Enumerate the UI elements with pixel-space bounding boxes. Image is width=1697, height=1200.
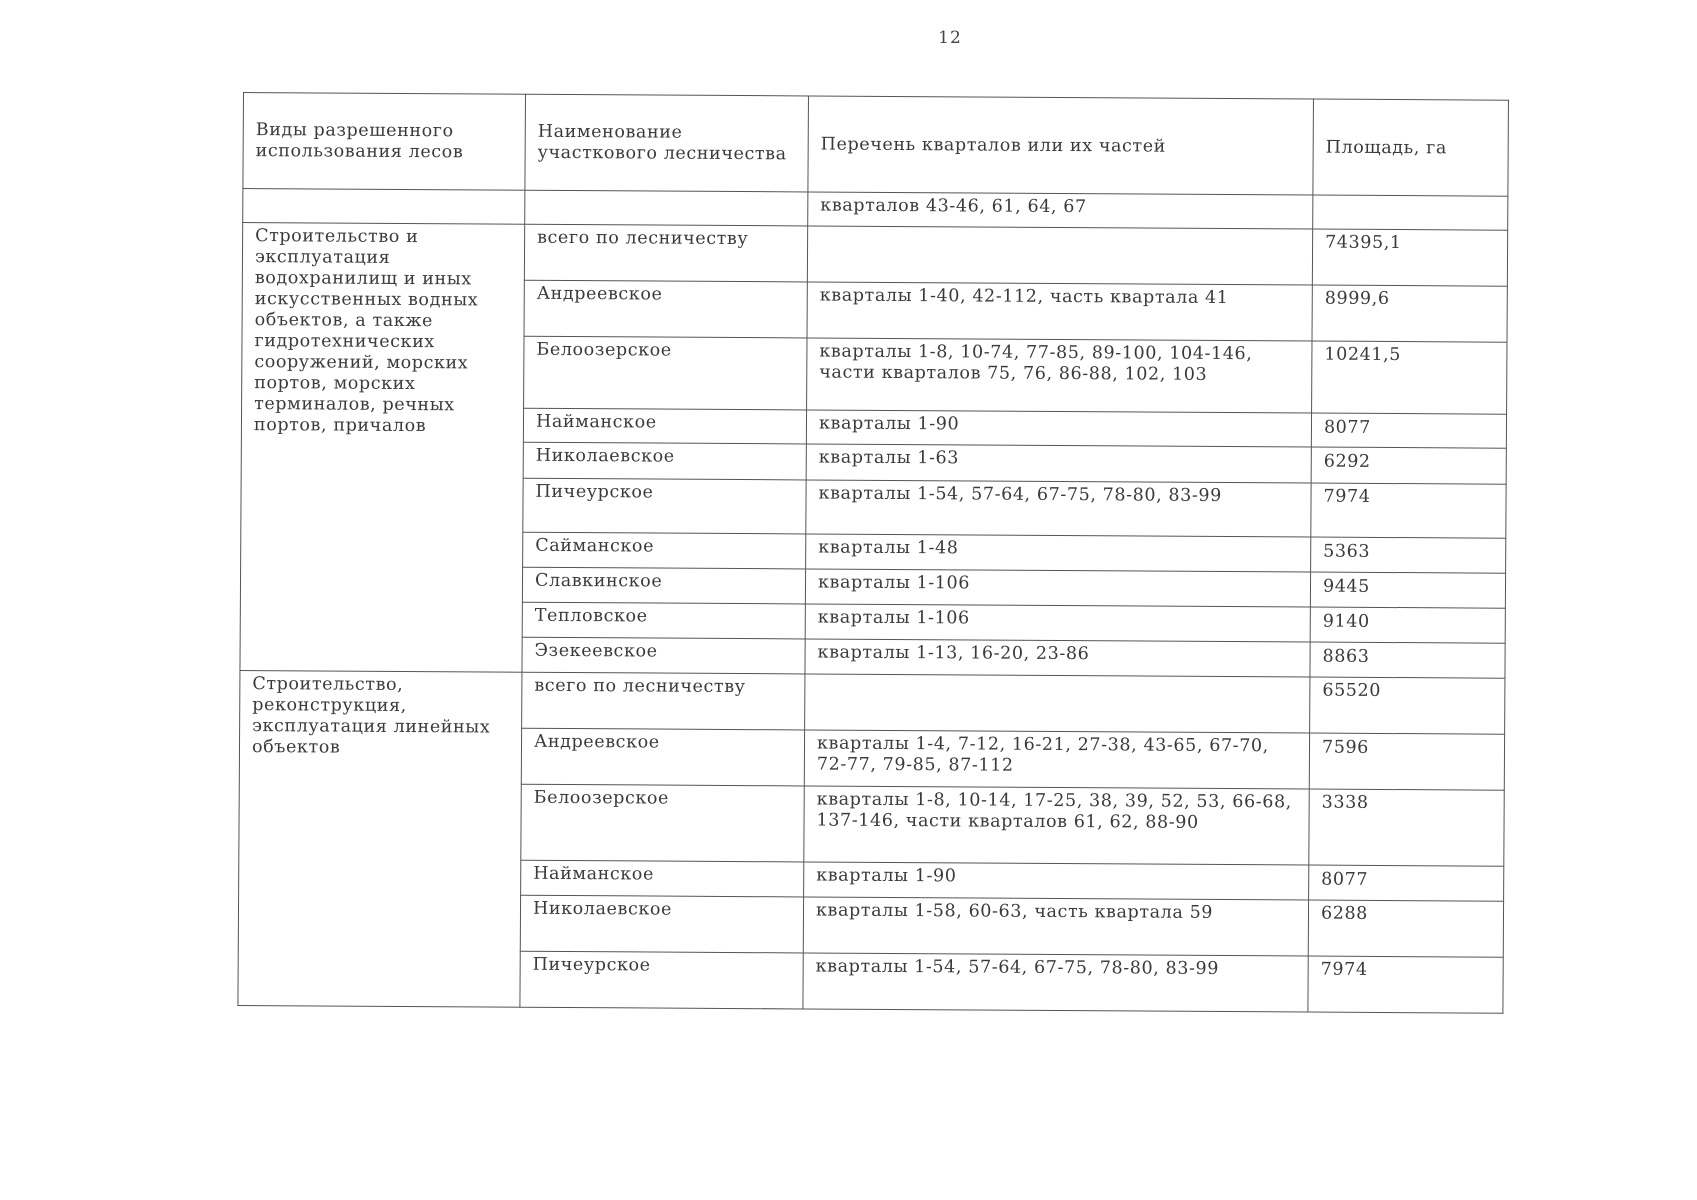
row-kvartaly: кварталы 1-8, 10-74, 77-85, 89-100, 104-146, части кварталов 75, 76, 86-88, 102, 103 <box>807 338 1312 413</box>
row-kvartaly: кварталы 1-13, 16-20, 23-86 <box>805 639 1310 677</box>
header-vid: Виды разрешенного использования лесов <box>243 93 526 191</box>
row-area: 3338 <box>1309 789 1504 866</box>
row-name: Андреевское <box>521 728 804 786</box>
carry-over-kvartaly: кварталов 43-46, 61, 64, 67 <box>808 192 1313 229</box>
row-area: 74395,1 <box>1312 229 1507 286</box>
table-row <box>240 670 1505 734</box>
row-name: Сайманское <box>523 532 806 569</box>
row-kvartaly <box>805 674 1310 733</box>
row-area: 5363 <box>1311 537 1506 573</box>
header-name: Наименование участкового лесничества <box>525 94 809 192</box>
row-kvartaly: кварталы 1-54, 57-64, 67-75, 78-80, 83-99 <box>806 480 1311 537</box>
table-sheet <box>237 92 1509 1014</box>
row-area: 6288 <box>1308 900 1503 957</box>
row-kvartaly: кварталы 1-4, 7-12, 16-21, 27-38, 43-65, 67-70, 72-77, 79-85, 87-112 <box>804 730 1309 789</box>
page-number: 12 <box>938 28 962 48</box>
row-area: 8863 <box>1310 642 1505 678</box>
row-area: 8077 <box>1309 865 1504 901</box>
row-kvartaly <box>807 226 1312 285</box>
row-area: 8077 <box>1311 413 1506 448</box>
carry-over-vid <box>243 189 525 225</box>
row-area: 9140 <box>1310 607 1505 643</box>
row-name: Наймaнское <box>523 408 806 444</box>
row-name: Андреевское <box>524 280 807 338</box>
group-vid: Строительство, реконструкция, эксплуатация линейных объектов <box>238 670 522 1007</box>
row-name: Белоозерское <box>524 336 807 410</box>
row-area: 6292 <box>1311 447 1506 484</box>
row-area: 7974 <box>1308 956 1503 1013</box>
row-area: 10241,5 <box>1312 341 1507 414</box>
row-name: Пичеурское <box>523 478 806 534</box>
row-name: всего по лесничеству <box>522 672 805 730</box>
row-area: 65520 <box>1310 677 1505 734</box>
row-kvartaly: кварталы 1-8, 10-14, 17-25, 38, 39, 52, 53, 66-68, 137-146, части кварталов 61, 62, 88-90 <box>804 786 1309 865</box>
header-row <box>243 93 1509 197</box>
row-kvartaly: кварталы 1-90 <box>804 862 1309 900</box>
row-name: Наймaнское <box>521 860 804 897</box>
row-name: Николаевское <box>520 895 803 953</box>
row-kvartaly: кварталы 1-90 <box>806 410 1311 447</box>
row-name: Эзекеевское <box>522 637 805 674</box>
row-area: 9445 <box>1310 572 1505 608</box>
row-kvartaly: кварталы 1-54, 57-64, 67-75, 78-80, 83-99 <box>803 953 1308 1012</box>
row-kvartaly: кварталы 1-63 <box>806 444 1311 483</box>
row-name: Николаевское <box>523 442 806 480</box>
row-kvartaly: кварталы 1-106 <box>805 569 1310 607</box>
carry-over-area <box>1313 195 1508 230</box>
row-name: Белоозерское <box>521 784 804 862</box>
row-kvartaly: кварталы 1-48 <box>806 534 1311 572</box>
forest-use-table <box>237 92 1509 1014</box>
row-kvartaly: кварталы 1-58, 60-63, часть квартала 59 <box>803 897 1308 956</box>
table-row <box>242 223 1507 287</box>
row-name: Славкинское <box>522 567 805 604</box>
row-name: Пичеурское <box>520 951 803 1009</box>
header-kvartaly: Перечень кварталов или их частей <box>808 96 1314 195</box>
header-area: Площадь, га <box>1313 99 1509 196</box>
row-area: 7974 <box>1311 483 1506 538</box>
row-area: 7596 <box>1309 733 1504 790</box>
carry-over-name <box>525 190 808 226</box>
row-name: всего по лесничеству <box>524 224 807 282</box>
row-kvartaly: кварталы 1-106 <box>805 604 1310 642</box>
row-kvartaly: кварталы 1-40, 42-112, часть квартала 41 <box>807 282 1312 341</box>
row-name: Тепловское <box>522 602 805 639</box>
row-area: 8999,6 <box>1312 285 1507 342</box>
group-vid: Строительство и эксплуатация водохранилищ и иных искусственных водных объектов, а также гидротехнических сооружений, морских портов, морских терминалов, речных портов, причалов <box>240 223 525 673</box>
